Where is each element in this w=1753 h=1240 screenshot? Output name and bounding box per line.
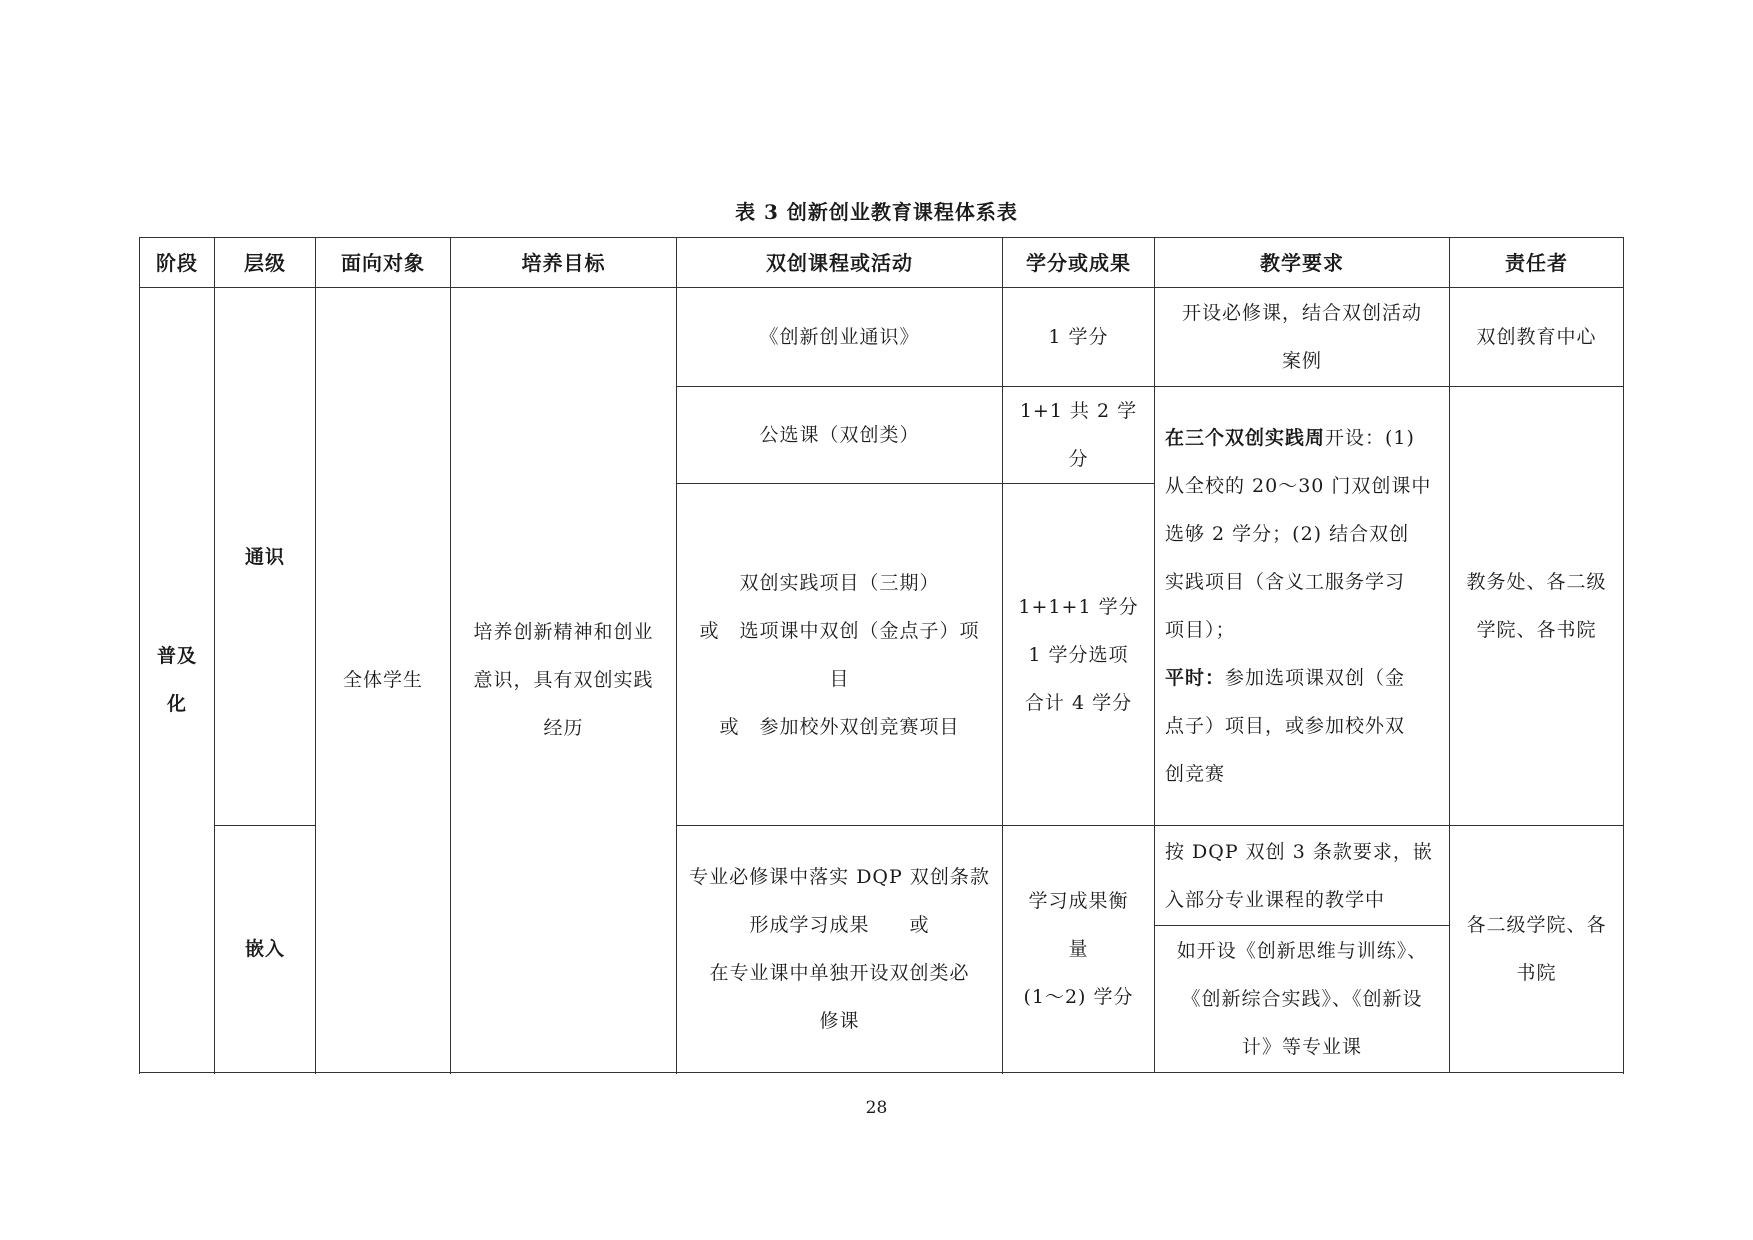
owner-line: 学院、各书院 bbox=[1476, 619, 1597, 641]
course-system-table bbox=[139, 237, 1624, 1073]
header-course: 双创课程或活动 bbox=[677, 238, 1003, 288]
credit-cell bbox=[1003, 484, 1155, 826]
credit-line: 学习成果衡 bbox=[1028, 890, 1129, 912]
table-row bbox=[140, 288, 1624, 387]
audience-cell: 全体学生 bbox=[316, 288, 451, 1073]
owner-line: 各二级学院、各 bbox=[1466, 914, 1607, 936]
requirement-line: 从全校的 20～30 门双创课中 bbox=[1165, 475, 1432, 497]
credit-cell bbox=[1003, 826, 1155, 1073]
course-line: 目 bbox=[829, 667, 850, 690]
requirement-line: 实践项目（含义工服务学习 bbox=[1165, 571, 1406, 593]
credit-line: (1～2) 学分 bbox=[1023, 986, 1134, 1008]
course-line: 形成学习成果 或 bbox=[749, 914, 930, 936]
owner-cell: 双创教育中心 bbox=[1450, 288, 1624, 387]
requirement-text: 参加选项课双创（金 bbox=[1225, 667, 1406, 689]
requirement-cell bbox=[1155, 288, 1450, 387]
stage-line: 化 bbox=[166, 693, 187, 715]
header-goal: 培养目标 bbox=[451, 238, 677, 288]
course-line: 双创实践项目（三期） bbox=[739, 571, 940, 594]
requirement-line: 如开设《创新思维与训练》、 bbox=[1176, 940, 1428, 962]
requirement-line: 项目）； bbox=[1165, 619, 1236, 641]
level-embedded-cell: 嵌入 bbox=[215, 826, 316, 1073]
requirement-line: 计》等专业课 bbox=[1241, 1036, 1362, 1058]
page-number: 28 bbox=[865, 1098, 888, 1118]
course-cell: 《创新创业通识》 bbox=[677, 288, 1003, 387]
course-line: 专业必修课中落实 DQP 双创条款 bbox=[689, 866, 990, 888]
requirement-cell bbox=[1155, 826, 1450, 926]
requirement-line bbox=[1165, 654, 1439, 702]
table-caption: 表 3 创新创业教育课程体系表 bbox=[735, 200, 1018, 224]
owner-line: 书院 bbox=[1516, 962, 1557, 984]
requirement-line: 入部分专业课程的教学中 bbox=[1165, 888, 1386, 911]
requirement-line: 按 DQP 双创 3 条款要求，嵌 bbox=[1165, 840, 1433, 863]
course-cell: 公选课（双创类） bbox=[677, 387, 1003, 484]
owner-cell bbox=[1450, 387, 1624, 826]
credit-line: 量 bbox=[1068, 938, 1089, 960]
requirement-line: 案例 bbox=[1281, 350, 1322, 372]
requirement-line bbox=[1165, 414, 1439, 462]
course-line: 修课 bbox=[819, 1010, 860, 1032]
course-cell bbox=[677, 484, 1003, 826]
requirement-line: 选够 2 学分；(2) 结合双创 bbox=[1165, 523, 1410, 545]
header-owner: 责任者 bbox=[1450, 238, 1624, 288]
owner-cell bbox=[1450, 826, 1624, 1073]
header-credit: 学分或成果 bbox=[1003, 238, 1155, 288]
credit-line: 合计 4 学分 bbox=[1024, 691, 1133, 714]
goal-line: 意识，具有双创实践 bbox=[473, 669, 654, 691]
credit-cell: 1+1 共 2 学分 bbox=[1003, 387, 1155, 484]
credit-cell: 1 学分 bbox=[1003, 288, 1155, 387]
requirement-text: 开设：(1) bbox=[1325, 427, 1415, 449]
requirement-line: 《创新综合实践》、《创新设 bbox=[1181, 988, 1423, 1010]
requirement-line: 点子）项目，或参加校外双 bbox=[1165, 715, 1406, 737]
header-stage: 阶段 bbox=[140, 238, 215, 288]
course-line: 或 参加校外双创竞赛项目 bbox=[719, 715, 960, 738]
goal-cell bbox=[451, 288, 677, 1073]
header-requirement: 教学要求 bbox=[1155, 238, 1450, 288]
course-cell bbox=[677, 826, 1003, 1073]
requirement-line: 创竞赛 bbox=[1165, 763, 1226, 785]
goal-line: 培养创新精神和创业 bbox=[473, 621, 654, 643]
table-header-row bbox=[140, 238, 1624, 288]
level-general-cell: 通识 bbox=[215, 288, 316, 826]
header-audience: 面向对象 bbox=[316, 238, 451, 288]
stage-line: 普及 bbox=[156, 645, 197, 667]
owner-line: 教务处、各二级 bbox=[1466, 571, 1607, 593]
requirement-cell bbox=[1155, 926, 1450, 1073]
requirement-line: 开设必修课，结合双创活动 bbox=[1181, 302, 1422, 324]
requirement-emphasis: 平时： bbox=[1165, 667, 1226, 689]
requirement-cell bbox=[1155, 387, 1450, 826]
header-level: 层级 bbox=[215, 238, 316, 288]
credit-line: 1 学分选项 bbox=[1028, 643, 1129, 666]
stage-cell bbox=[140, 288, 215, 1073]
goal-line: 经历 bbox=[543, 717, 584, 739]
requirement-emphasis: 在三个双创实践周 bbox=[1165, 427, 1326, 449]
course-line: 在专业课中单独开设双创类必 bbox=[709, 962, 970, 984]
course-line: 或 选项课中双创（金点子）项 bbox=[699, 619, 980, 642]
credit-line: 1+1+1 学分 bbox=[1018, 595, 1139, 618]
